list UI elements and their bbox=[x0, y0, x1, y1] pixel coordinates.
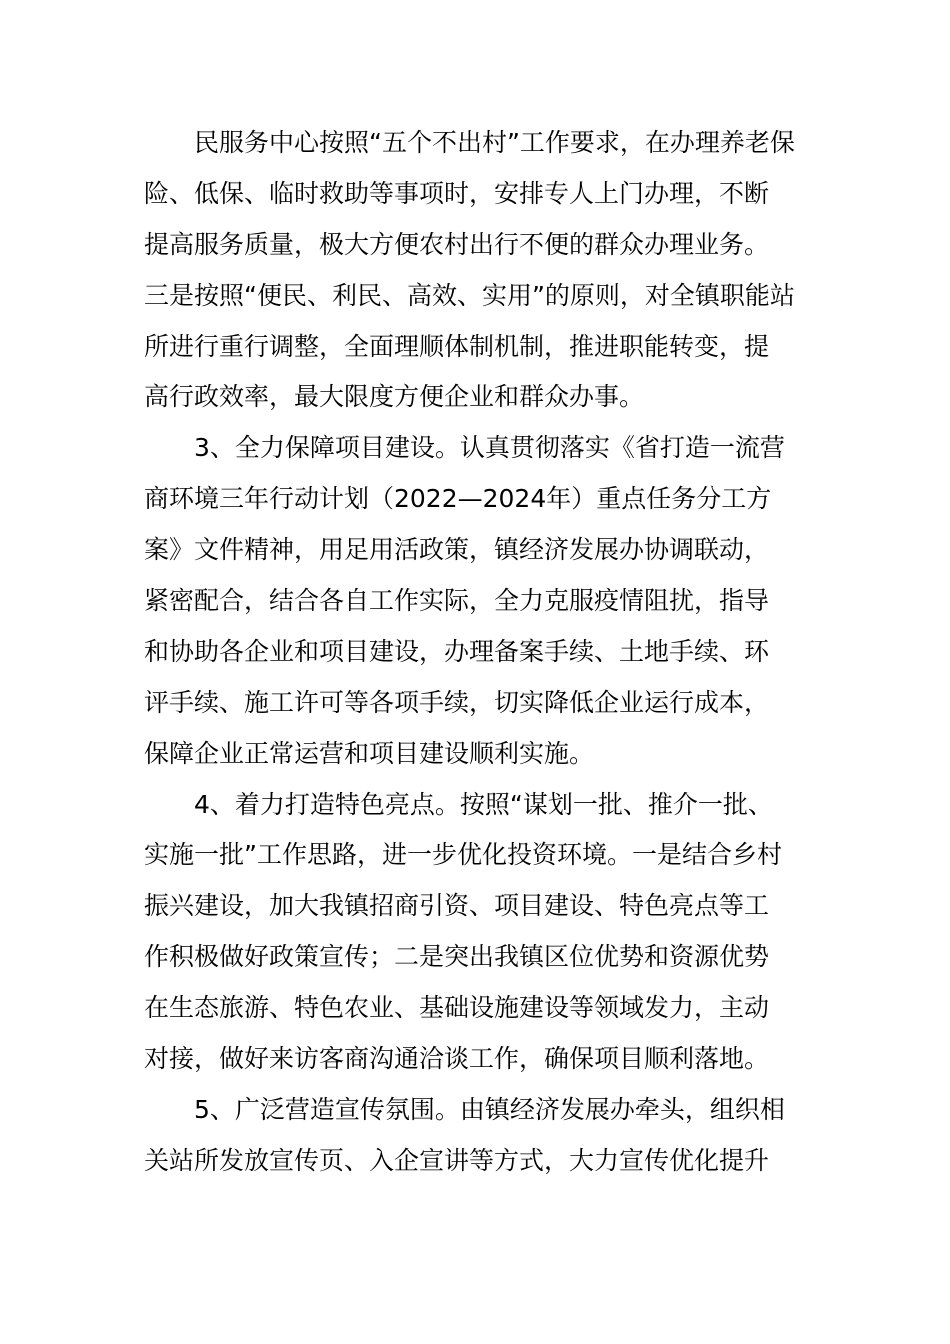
text-line: 提高服务质量，极大方便农村出行不便的群众办理业务。 bbox=[144, 229, 770, 259]
text-line: 对接，做好来访客商沟通洽谈工作，确保项目顺利落地。 bbox=[144, 1044, 770, 1074]
text-line: 商环境三年行动计划（2022—2024年）重点任务分工方 bbox=[144, 484, 772, 514]
text-line: 3、全力保障项目建设。认真贯彻落实《省打造一流营 bbox=[194, 433, 785, 463]
text-line: 4、着力打造特色亮点。按照“谋划一批、推介一批、 bbox=[194, 789, 773, 819]
document-body bbox=[144, 118, 816, 1187]
text-line: 保障企业正常运营和项目建设顺利实施。 bbox=[144, 738, 595, 768]
text-line: 案》文件精神，用足用活政策，镇经济发展办协调联动， bbox=[144, 535, 770, 565]
text-line: 民服务中心按照“五个不出村”工作要求，在办理养老保 bbox=[194, 128, 795, 157]
text-line: 在生态旅游、特色农业、基础设施建设等领域发力，主动 bbox=[144, 993, 770, 1023]
text-line: 实施一批”工作思路，进一步优化投资环境。一是结合乡村 bbox=[144, 840, 782, 870]
text-line: 三是按照“便民、利民、高效、实用”的原则，对全镇职能站 bbox=[144, 280, 795, 310]
text-line: 险、低保、临时救助等事项时，安排专人上门办理，不断 bbox=[144, 178, 770, 208]
text-line: 高行政效率，最大限度方便企业和群众办事。 bbox=[144, 382, 645, 412]
text-line: 所进行重行调整，全面理顺体制机制，推进职能转变，提 bbox=[144, 331, 770, 361]
text-line: 紧密配合，结合各自工作实际，全力克服疫情阻扰，指导 bbox=[144, 586, 770, 616]
text-line: 关站所发放宣传页、入企宣讲等方式，大力宣传优化提升 bbox=[144, 1145, 770, 1175]
text-line: 振兴建设，加大我镇招商引资、项目建设、特色亮点等工 bbox=[144, 891, 770, 921]
text-line: 作积极做好政策宣传；二是突出我镇区位优势和资源优势 bbox=[144, 942, 770, 972]
text-line: 和协助各企业和项目建设，办理备案手续、土地手续、环 bbox=[144, 636, 770, 666]
text-line: 评手续、施工许可等各项手续，切实降低企业运行成本， bbox=[144, 687, 770, 717]
text-line: 5、广泛营造宣传氛围。由镇经济发展办牵头，组织相 bbox=[194, 1094, 785, 1124]
